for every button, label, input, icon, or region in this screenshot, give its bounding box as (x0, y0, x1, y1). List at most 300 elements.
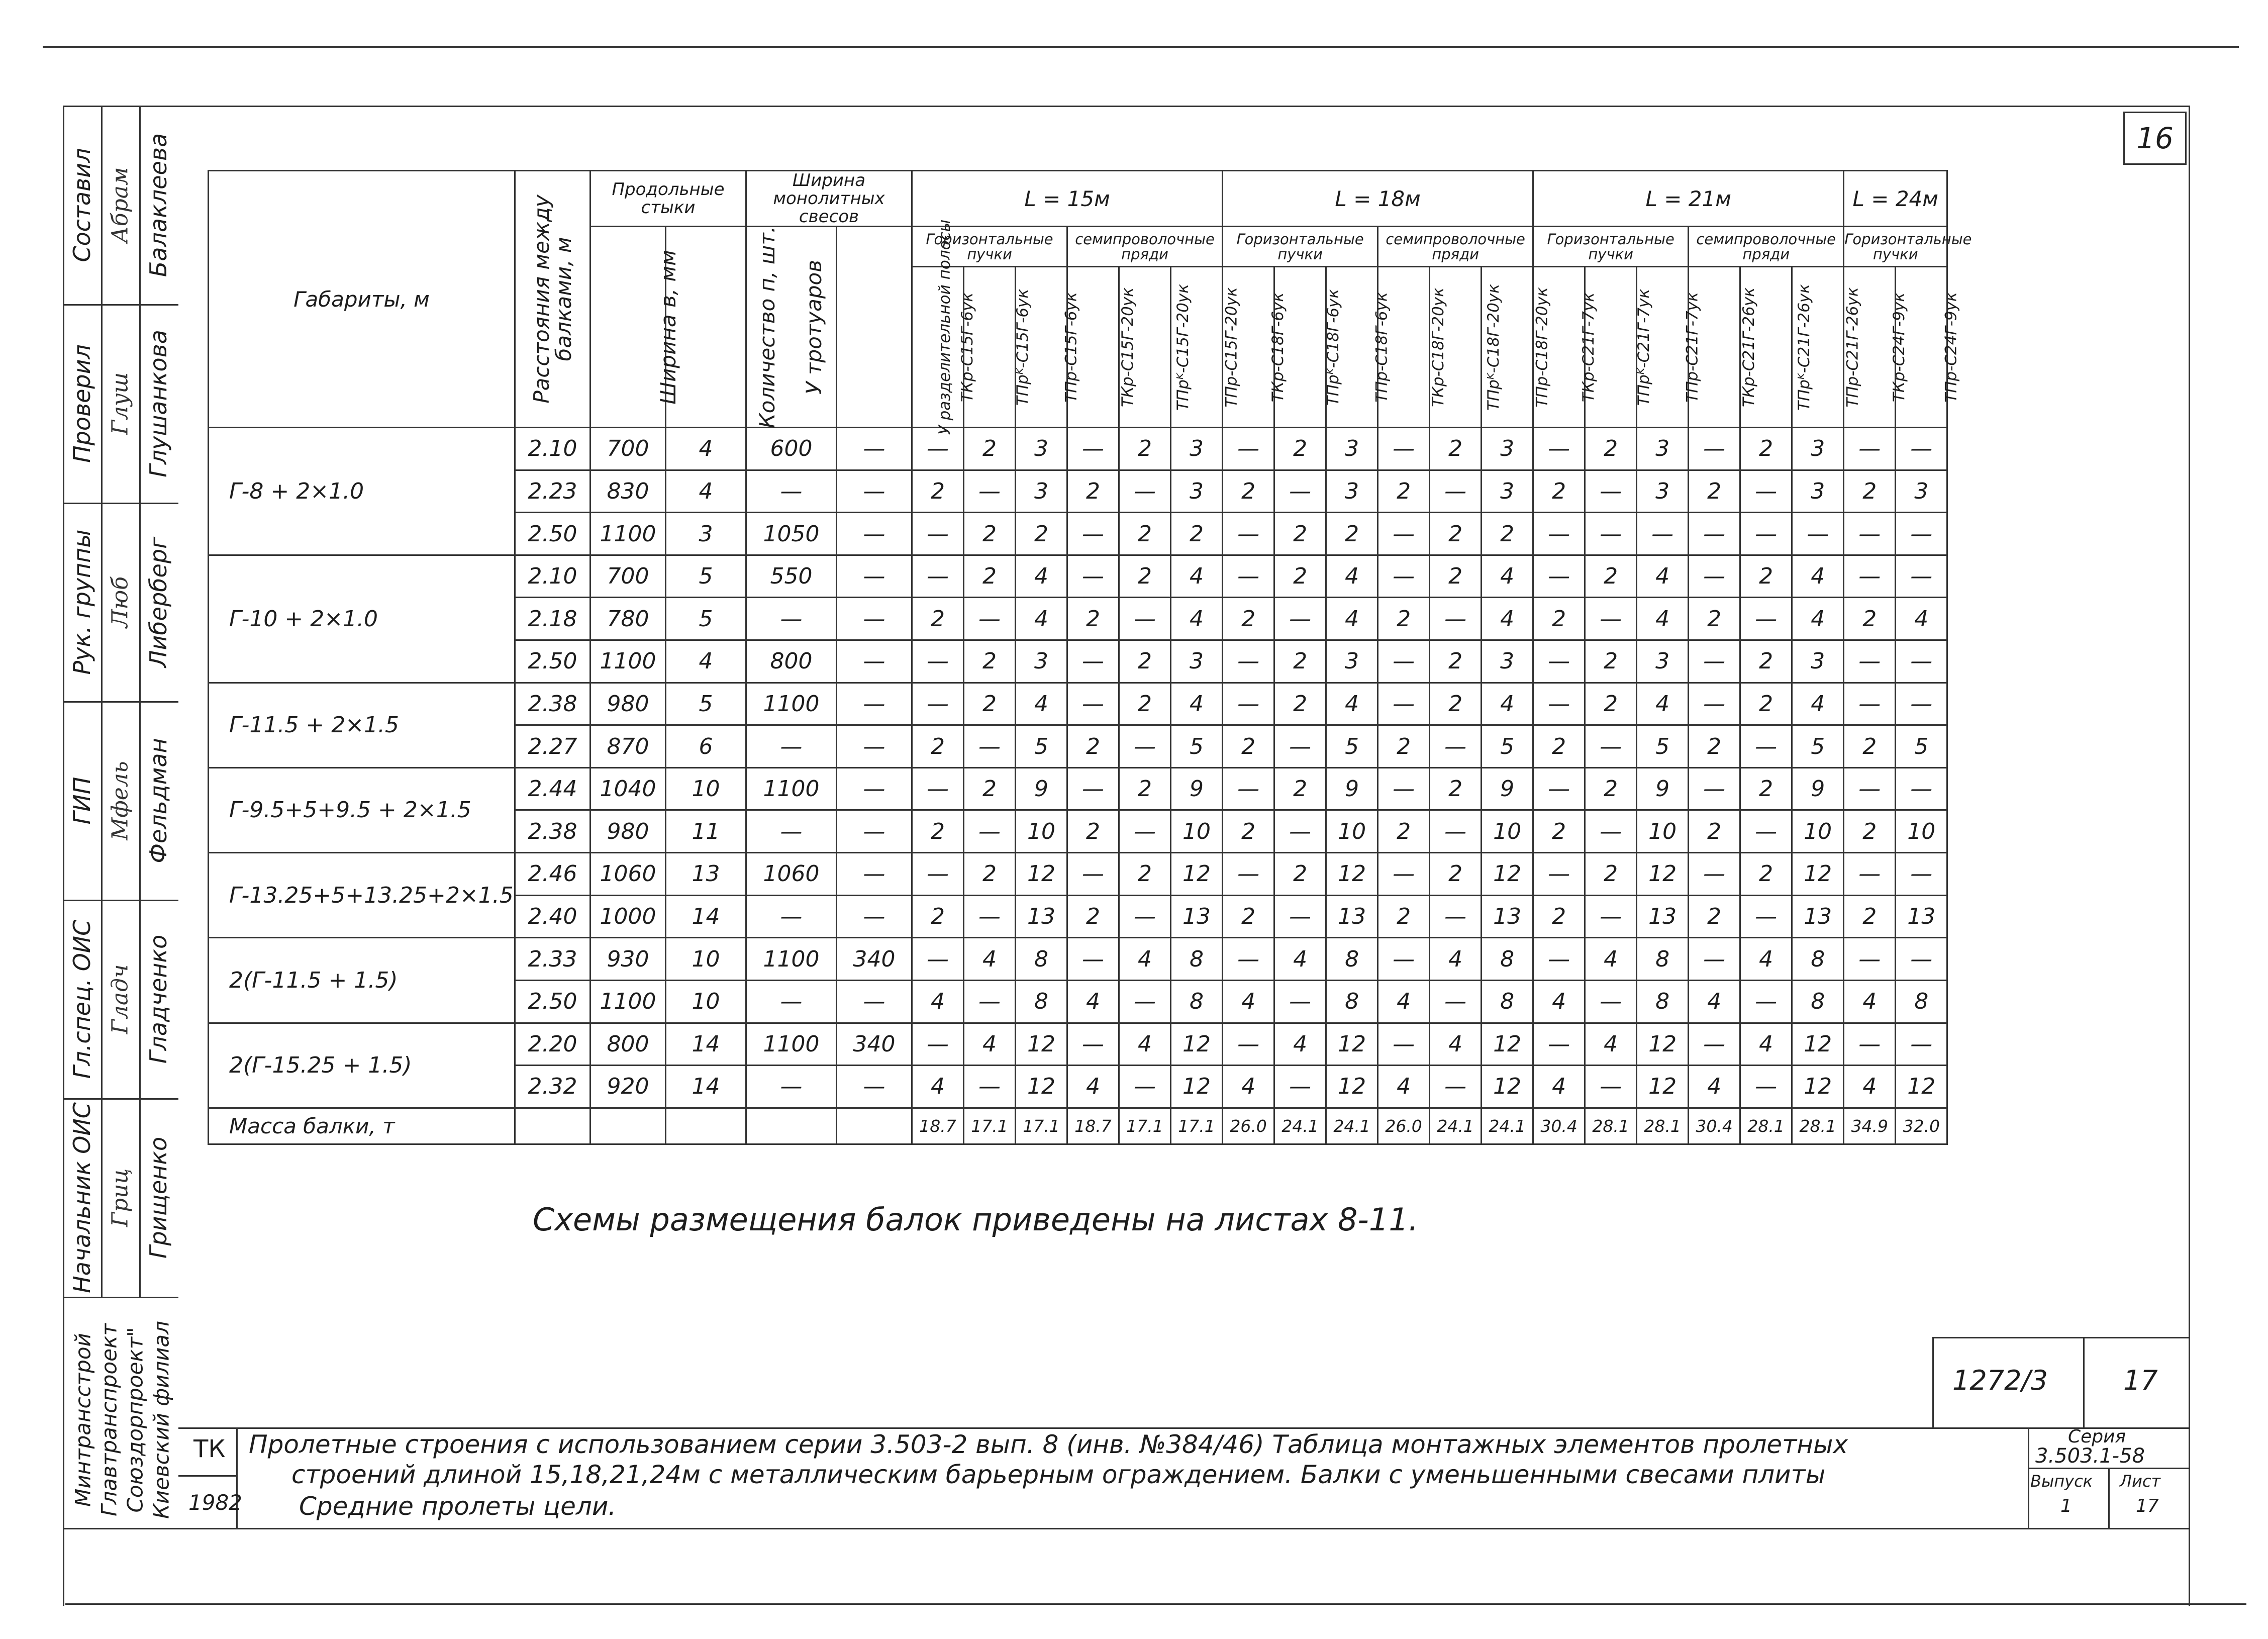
mass-cell: 30.4 (1533, 1108, 1585, 1144)
group-header: семипроволочные пряди (1067, 227, 1223, 267)
beam-count-cell: 3 (1792, 428, 1844, 470)
beam-count-cell: — (1740, 725, 1792, 768)
mass-cell: 18.7 (1067, 1108, 1119, 1144)
beam-count-cell: 2 (1585, 767, 1637, 810)
beam-count-cell: 4 (1740, 938, 1792, 981)
beam-count-cell: — (912, 683, 964, 725)
cell-w: 1000 (590, 895, 666, 938)
beam-count-cell: 8 (1792, 938, 1844, 981)
beam-count-cell: 2 (1067, 598, 1119, 640)
beam-count-cell: 4 (1326, 598, 1378, 640)
beam-count-cell: — (1896, 683, 1947, 725)
beam-count-cell: — (1533, 683, 1585, 725)
beam-count-cell: — (1740, 810, 1792, 853)
signature-signature: Люб (107, 576, 133, 628)
cell-dv: — (837, 640, 912, 683)
mass-row (209, 1108, 1947, 1144)
beam-count-cell: 4 (1274, 1023, 1326, 1066)
beam-count-cell: 3 (1637, 470, 1689, 513)
beam-count-cell: 2 (1689, 895, 1740, 938)
cell-w: 1100 (590, 980, 666, 1023)
series-value: 3.503.1-58 (2035, 1444, 2145, 1468)
beam-count-cell: — (1378, 1023, 1430, 1066)
beam-count-cell: 3 (1792, 470, 1844, 513)
empty-cell (515, 1108, 590, 1144)
table-row (209, 683, 1947, 725)
beam-count-cell: 10 (1326, 810, 1378, 853)
cell-d: 2.32 (515, 1066, 590, 1108)
cell-dv: — (837, 513, 912, 555)
beam-count-cell: — (1067, 1023, 1119, 1066)
beam-count-cell: 4 (1016, 683, 1067, 725)
issue-value: 1 (2060, 1496, 2072, 1516)
beam-count-cell: — (1585, 598, 1637, 640)
beam-count-cell: — (912, 767, 964, 810)
beam-count-cell: 2 (1119, 428, 1171, 470)
title-block-top (1932, 1337, 2190, 1338)
beam-count-cell: 12 (1482, 1023, 1533, 1066)
beam-count-cell: — (1533, 853, 1585, 896)
beam-count-cell: — (1378, 853, 1430, 896)
beam-count-cell: 2 (1533, 725, 1585, 768)
beam-count-cell: 2 (1223, 598, 1274, 640)
beam-type-header: ТПр-С24Г-9ук (1896, 267, 1947, 428)
table-row (209, 767, 1947, 810)
series-label: Серия (2068, 1426, 2126, 1447)
beam-count-cell: 5 (1171, 725, 1223, 768)
mass-cell: 17.1 (1119, 1108, 1171, 1144)
beam-count-cell: 12 (1016, 853, 1067, 896)
beam-count-cell: 2 (1119, 853, 1171, 896)
beam-count-cell: — (1223, 938, 1274, 981)
beam-count-cell: 3 (1326, 640, 1378, 683)
beam-count-cell: 4 (1171, 598, 1223, 640)
beam-count-cell: 12 (1171, 1066, 1223, 1108)
header-joint-width: Ширина в, мм (590, 227, 666, 428)
signature-cell (63, 304, 178, 504)
signature-cell (63, 1098, 178, 1298)
beam-count-cell: 12 (1792, 1066, 1844, 1108)
beam-count-cell: 2 (1274, 853, 1326, 896)
cell-d: 2.40 (515, 895, 590, 938)
cell-n: 13 (666, 853, 746, 896)
beam-count-cell: 2 (1378, 725, 1430, 768)
signature-cell (63, 106, 178, 306)
beam-count-cell: 2 (964, 428, 1016, 470)
beam-count-cell: 12 (1326, 853, 1378, 896)
beam-count-cell: 10 (1482, 810, 1533, 853)
mass-cell: 28.1 (1792, 1108, 1844, 1144)
beam-count-cell: — (1585, 1066, 1637, 1108)
cell-sw: 550 (746, 555, 837, 598)
table-row (209, 1023, 1947, 1066)
beam-count-cell: — (1378, 767, 1430, 810)
beam-type-header: ТПр-С21Г-7ук (1637, 267, 1689, 428)
beam-count-cell: — (912, 428, 964, 470)
beam-count-cell: — (1430, 895, 1482, 938)
beam-count-cell: — (1119, 725, 1171, 768)
description-line-2: строений длиной 15,18,21,24м с металлическим барьерным ограждением. Балки с уменьшенными свесами плиты (291, 1460, 1826, 1489)
beam-count-cell: — (1740, 513, 1792, 555)
cell-w: 700 (590, 428, 666, 470)
mass-cell: 24.1 (1274, 1108, 1326, 1144)
beam-count-cell: 2 (1740, 767, 1792, 810)
cell-dv: — (837, 725, 912, 768)
beam-count-cell: 2 (1274, 555, 1326, 598)
beam-count-cell: — (1533, 555, 1585, 598)
beam-count-cell: 12 (1896, 1066, 1947, 1108)
beam-count-cell: — (1274, 895, 1326, 938)
table-row (209, 555, 1947, 598)
beam-count-cell: 2 (1223, 810, 1274, 853)
beam-count-cell: 9 (1016, 767, 1067, 810)
cell-n: 5 (666, 555, 746, 598)
beam-count-cell: — (1067, 938, 1119, 981)
beam-count-cell: 3 (1637, 640, 1689, 683)
beam-count-cell: — (1844, 767, 1896, 810)
cell-d: 2.10 (515, 555, 590, 598)
beam-count-cell: — (1896, 428, 1947, 470)
signature-name: Балаклеева (145, 133, 172, 277)
span-18: L = 18м (1223, 171, 1533, 227)
cell-n: 11 (666, 810, 746, 853)
beam-count-cell: — (1896, 767, 1947, 810)
right-border (2189, 106, 2190, 1606)
beam-type-header: ТПрᴷ-С15Г-6ук (964, 267, 1016, 428)
beam-count-cell: — (964, 725, 1016, 768)
cell-dv: — (837, 810, 912, 853)
beam-count-cell: — (1119, 470, 1171, 513)
cell-d: 2.44 (515, 767, 590, 810)
beam-count-cell: 9 (1637, 767, 1689, 810)
cell-sw: — (746, 1066, 837, 1108)
cell-sw: 1050 (746, 513, 837, 555)
mass-cell: 17.1 (1016, 1108, 1067, 1144)
beam-count-cell: — (1585, 895, 1637, 938)
issue-label: Выпуск (2030, 1472, 2093, 1491)
beam-count-cell: — (1844, 683, 1896, 725)
cell-d: 2.50 (515, 640, 590, 683)
beam-count-cell: — (1067, 853, 1119, 896)
signature-role: ГИП (68, 777, 95, 824)
cell-sw: — (746, 980, 837, 1023)
mass-cell: 18.7 (912, 1108, 964, 1144)
beam-count-cell: 2 (1274, 428, 1326, 470)
title-block-split-b (2083, 1337, 2085, 1427)
mass-cell: 26.0 (1223, 1108, 1274, 1144)
beam-type-header: ТКр-С21Г-26ук (1689, 267, 1740, 428)
beam-count-cell: 5 (1896, 725, 1947, 768)
signature-cell (63, 503, 178, 703)
cell-d: 2.38 (515, 683, 590, 725)
beam-count-cell: 2 (1223, 725, 1274, 768)
table-row (209, 938, 1947, 981)
beam-count-cell: 4 (1740, 1023, 1792, 1066)
beam-count-cell: 12 (1637, 1023, 1689, 1066)
signature-role: Проверил (68, 344, 95, 463)
beam-count-cell: 13 (1326, 895, 1378, 938)
cell-d: 2.10 (515, 428, 590, 470)
description-line-1: Пролетные строения с использованием серии 3.503-2 вып. 8 (инв. №384/46) Таблица монтажных элементов пролетных (249, 1430, 1848, 1459)
cell-sw: — (746, 470, 837, 513)
beam-count-cell: 2 (1533, 895, 1585, 938)
title-block-split-a (1932, 1337, 1934, 1427)
beam-count-cell: — (1533, 428, 1585, 470)
beam-count-cell: 12 (1016, 1066, 1067, 1108)
beam-count-cell: — (964, 1066, 1016, 1108)
beam-count-cell: 10 (1896, 810, 1947, 853)
beam-count-cell: — (1844, 640, 1896, 683)
beam-count-cell: 2 (964, 683, 1016, 725)
beam-count-cell: 8 (1171, 938, 1223, 981)
beam-count-cell: 5 (1482, 725, 1533, 768)
beam-type-header: ТПр-С18Г-6ук (1326, 267, 1378, 428)
signature-name: Гладченко (145, 934, 172, 1064)
beam-count-cell: — (1533, 640, 1585, 683)
beam-type-header: ТПрᴷ-С21Г-26ук (1740, 267, 1792, 428)
cell-n: 4 (666, 428, 746, 470)
beam-count-cell: 2 (1844, 895, 1896, 938)
beam-count-cell: 2 (1585, 555, 1637, 598)
sheet-label: Лист (2120, 1472, 2161, 1491)
beam-count-cell: — (1844, 938, 1896, 981)
beam-count-cell: 2 (1119, 683, 1171, 725)
beam-count-cell: — (1896, 938, 1947, 981)
beam-count-cell: 2 (1067, 470, 1119, 513)
span-21: L = 21м (1533, 171, 1844, 227)
year: 1982 (188, 1490, 242, 1515)
empty-cell (666, 1108, 746, 1144)
beam-count-cell: 4 (964, 938, 1016, 981)
beam-count-cell: — (1689, 555, 1740, 598)
cell-dv: — (837, 598, 912, 640)
beam-count-cell: 2 (912, 810, 964, 853)
beam-count-cell: 3 (1171, 428, 1223, 470)
beam-count-cell: — (1274, 810, 1326, 853)
cell-n: 14 (666, 1023, 746, 1066)
beam-count-cell: 4 (1482, 598, 1533, 640)
beam-count-cell: 3 (1896, 470, 1947, 513)
beam-type-header: ТПр-С18Г-20ук (1482, 267, 1533, 428)
beam-count-cell: 3 (1637, 428, 1689, 470)
beam-count-cell: 8 (1482, 938, 1533, 981)
beam-count-cell: 12 (1637, 853, 1689, 896)
mass-cell: 24.1 (1430, 1108, 1482, 1144)
beam-count-cell: — (1378, 428, 1430, 470)
beam-count-cell: 2 (964, 767, 1016, 810)
beam-count-cell: — (1067, 428, 1119, 470)
layout-note: Схемы размещения балок приведены на листах 8-11. (533, 1201, 1419, 1238)
beam-count-cell: — (1689, 853, 1740, 896)
beam-type-header: ТКр-С15Г-6ук (912, 267, 964, 428)
header-overhang: Ширина монолитных свесов (746, 171, 912, 227)
beam-count-cell: 4 (1585, 938, 1637, 981)
beam-count-cell: — (1740, 895, 1792, 938)
beam-count-cell: — (1223, 853, 1274, 896)
beam-count-cell: 2 (1689, 598, 1740, 640)
header-joint-count: Количество п, шт. (666, 227, 746, 428)
beam-count-cell: 9 (1482, 767, 1533, 810)
beam-count-cell: 2 (1223, 470, 1274, 513)
cell-n: 14 (666, 1066, 746, 1108)
cell-n: 4 (666, 640, 746, 683)
beam-count-cell: — (1637, 513, 1689, 555)
beam-count-cell: — (1223, 767, 1274, 810)
beam-count-cell: — (912, 555, 964, 598)
beam-count-cell: 4 (1171, 683, 1223, 725)
mounting-elements-table (208, 170, 1972, 1145)
beam-type-header: ТКр-С18Г-6ук (1223, 267, 1274, 428)
tk-label: ТК (193, 1435, 226, 1463)
beam-count-cell: 4 (964, 1023, 1016, 1066)
mass-cell: 26.0 (1378, 1108, 1430, 1144)
beam-count-cell: 3 (1482, 640, 1533, 683)
beam-count-cell: 12 (1637, 1066, 1689, 1108)
organization-line: Киевский филиал (149, 1320, 174, 1519)
beam-count-cell: 2 (964, 640, 1016, 683)
cell-n: 5 (666, 683, 746, 725)
beam-count-cell: 4 (1223, 980, 1274, 1023)
beam-type-header: ТКр-С18Г-20ук (1378, 267, 1430, 428)
beam-count-cell: 2 (912, 725, 964, 768)
cell-w: 980 (590, 810, 666, 853)
beam-count-cell: 2 (1378, 895, 1430, 938)
beam-type-header: ТКр-С21Г-7ук (1533, 267, 1585, 428)
signature-signature: Гриц (107, 1168, 133, 1227)
beam-count-cell: 2 (1740, 555, 1792, 598)
beam-count-cell: 13 (1171, 895, 1223, 938)
title-block-right (2028, 1427, 2029, 1528)
signature-cell (63, 900, 178, 1100)
header-distance: Расстояния между балками, м (515, 171, 590, 428)
mass-cell: 24.1 (1326, 1108, 1378, 1144)
beam-count-cell: 4 (1637, 555, 1689, 598)
beam-count-cell: — (964, 980, 1016, 1023)
beam-count-cell: — (964, 810, 1016, 853)
beam-count-cell: — (1896, 1023, 1947, 1066)
gabarit-cell: 2(Г-15.25 + 1.5) (209, 1023, 515, 1108)
beam-count-cell: 8 (1792, 980, 1844, 1023)
beam-count-cell: 4 (1430, 938, 1482, 981)
span-24: L = 24м (1844, 171, 1947, 227)
beam-count-cell: 13 (1792, 895, 1844, 938)
beam-count-cell: 3 (1482, 470, 1533, 513)
beam-count-cell: — (1689, 683, 1740, 725)
cell-d: 2.38 (515, 810, 590, 853)
mass-cell: 17.1 (964, 1108, 1016, 1144)
beam-count-cell: 4 (1637, 598, 1689, 640)
beam-count-cell: — (1533, 938, 1585, 981)
beam-count-cell: — (1585, 725, 1637, 768)
beam-count-cell: 2 (1430, 767, 1482, 810)
beam-count-cell: 4 (1482, 683, 1533, 725)
cell-sw: 1100 (746, 938, 837, 981)
beam-count-cell: 2 (1585, 683, 1637, 725)
mass-cell: 28.1 (1637, 1108, 1689, 1144)
beam-count-cell: 4 (1171, 555, 1223, 598)
beam-count-cell: — (1274, 1066, 1326, 1108)
group-header: Горизонтальные пучки (1533, 227, 1689, 267)
beam-count-cell: 4 (1016, 598, 1067, 640)
cell-sw: — (746, 810, 837, 853)
cell-sw: 1060 (746, 853, 837, 896)
beam-count-cell: 4 (1689, 980, 1740, 1023)
cell-d: 2.18 (515, 598, 590, 640)
mass-cell: 34.9 (1844, 1108, 1896, 1144)
beam-count-cell: 12 (1326, 1023, 1378, 1066)
beam-count-cell: 4 (1016, 555, 1067, 598)
beam-count-cell: 2 (1274, 683, 1326, 725)
beam-count-cell: — (912, 1023, 964, 1066)
title-block-bottom (63, 1528, 2190, 1529)
beam-count-cell: — (1844, 513, 1896, 555)
beam-count-cell: — (1430, 470, 1482, 513)
beam-count-cell: — (912, 513, 964, 555)
cell-n: 10 (666, 767, 746, 810)
cell-w: 1100 (590, 640, 666, 683)
beam-count-cell: 2 (1067, 810, 1119, 853)
cell-d: 2.33 (515, 938, 590, 981)
cell-w: 1100 (590, 513, 666, 555)
beam-count-cell: 8 (1016, 938, 1067, 981)
beam-count-cell: — (1689, 513, 1740, 555)
cell-d: 2.50 (515, 980, 590, 1023)
beam-count-cell: 2 (1326, 513, 1378, 555)
beam-count-cell: 2 (1533, 598, 1585, 640)
cell-w: 920 (590, 1066, 666, 1108)
beam-count-cell: — (1896, 555, 1947, 598)
beam-count-cell: — (1119, 810, 1171, 853)
beam-count-cell: 12 (1482, 853, 1533, 896)
cell-w: 870 (590, 725, 666, 768)
beam-count-cell: 4 (912, 980, 964, 1023)
beam-count-cell: 4 (1067, 980, 1119, 1023)
beam-count-cell: 4 (1533, 1066, 1585, 1108)
beam-count-cell: 2 (964, 555, 1016, 598)
cell-dv: 340 (837, 1023, 912, 1066)
beam-count-cell: 3 (1171, 470, 1223, 513)
beam-count-cell: — (1274, 980, 1326, 1023)
beam-count-cell: — (1223, 555, 1274, 598)
beam-count-cell: 2 (1274, 767, 1326, 810)
beam-count-cell: — (1119, 598, 1171, 640)
beam-count-cell: 2 (1119, 513, 1171, 555)
beam-count-cell: 12 (1792, 853, 1844, 896)
beam-count-cell: — (912, 938, 964, 981)
beam-count-cell: 8 (1171, 980, 1223, 1023)
beam-count-cell: — (1274, 725, 1326, 768)
beam-count-cell: 2 (1378, 810, 1430, 853)
signature-signature: Абрам (107, 166, 133, 243)
beam-count-cell: — (1119, 895, 1171, 938)
empty-cell (746, 1108, 837, 1144)
cell-dv: — (837, 470, 912, 513)
beam-count-cell: 13 (1896, 895, 1947, 938)
beam-count-cell: — (1689, 640, 1740, 683)
cell-w: 1060 (590, 853, 666, 896)
empty-cell (837, 1108, 912, 1144)
beam-count-cell: — (1223, 683, 1274, 725)
signature-role: Рук. группы (68, 529, 95, 675)
beam-count-cell: — (1740, 470, 1792, 513)
beam-count-cell: 2 (1274, 513, 1326, 555)
beam-count-cell: 13 (1637, 895, 1689, 938)
beam-count-cell: — (1119, 980, 1171, 1023)
frame-top (63, 106, 2190, 107)
gabarit-cell: 2(Г-11.5 + 1.5) (209, 938, 515, 1023)
beam-count-cell: 2 (1689, 725, 1740, 768)
beam-count-cell: 10 (1016, 810, 1067, 853)
